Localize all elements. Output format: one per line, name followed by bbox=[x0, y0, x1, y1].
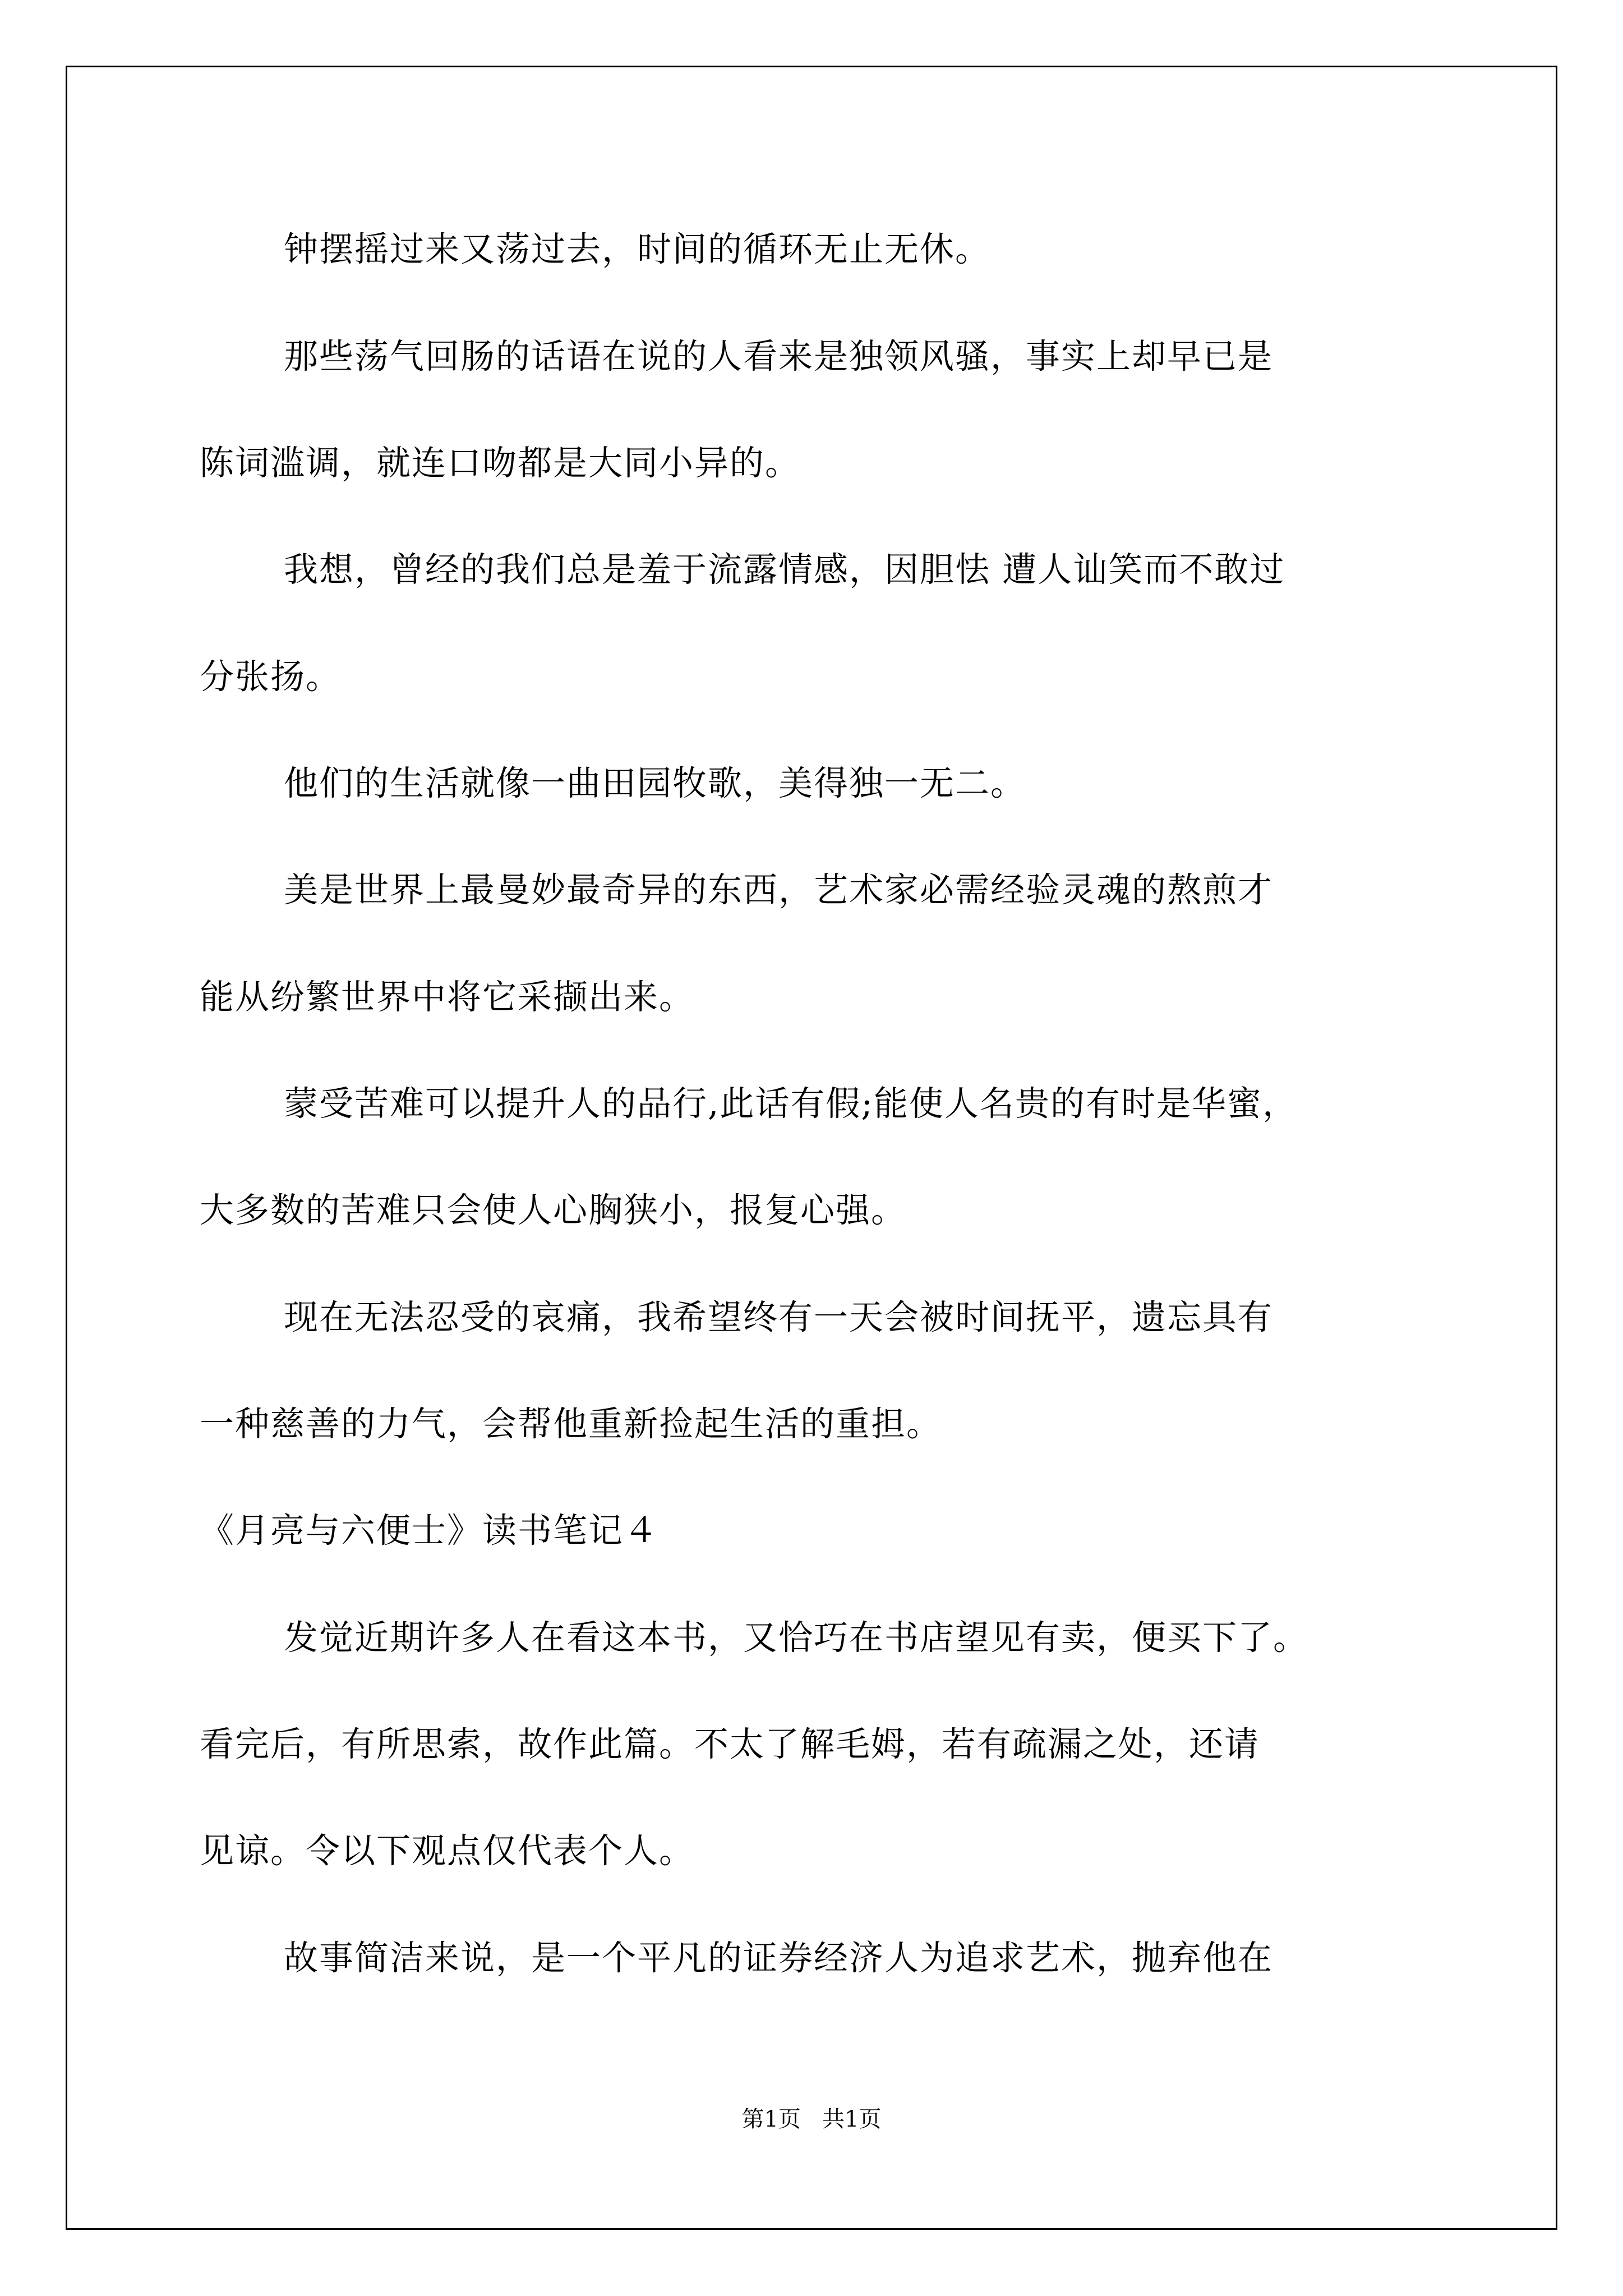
text-line: 蒙受苦难可以提升人的品行,此话有假;能使人名贵的有时是华蜜， bbox=[284, 1084, 1298, 1124]
page-footer: 第1页 共1页 bbox=[741, 2106, 882, 2132]
text-line: 大多数的苦难只会使人心胸狭小，报复心强。 bbox=[200, 1190, 907, 1230]
text-line: 现在无法忍受的哀痛，我希望终有一天会被时间抚平，遗忘具有 bbox=[284, 1297, 1274, 1337]
page-border bbox=[66, 66, 1557, 2230]
text-line: 美是世界上最曼妙最奇异的东西，艺术家必需经验灵魂的熬煎才 bbox=[284, 870, 1274, 910]
text-line: 见谅。令以下观点仅代表个人。 bbox=[200, 1831, 695, 1871]
text-line: 一种慈善的力气，会帮他重新捡起生活的重担。 bbox=[200, 1404, 942, 1444]
text-line: 分张扬。 bbox=[200, 657, 342, 697]
text-line: 那些荡气回肠的话语在说的人看来是独领风骚，事实上却早已是 bbox=[284, 337, 1274, 376]
text-line: 发觉近期许多人在看这本书，又恰巧在书店望见有卖，便买下了。 bbox=[284, 1618, 1309, 1658]
text-line: 钟摆摇过来又荡过去，时间的循环无止无休。 bbox=[284, 229, 991, 269]
text-line: 我想，曾经的我们总是羞于流露情感，因胆怯 遭人讪笑而不敢过 bbox=[284, 550, 1285, 590]
text-line: 陈词滥调，就连口吻都是大同小异的。 bbox=[200, 443, 801, 483]
text-line: 能从纷繁世界中将它采撷出来。 bbox=[200, 977, 695, 1017]
text-line: 看完后，有所思索，故作此篇。不太了解毛姆，若有疏漏之处，还请 bbox=[200, 1724, 1260, 1764]
text-line: 他们的生活就像一曲田园牧歌，美得独一无二。 bbox=[284, 763, 1026, 803]
section-heading: 《月亮与六便士》读书笔记４ bbox=[200, 1511, 660, 1550]
text-line: 故事简洁来说，是一个平凡的证券经济人为追求艺术，抛弃他在 bbox=[284, 1938, 1274, 1978]
